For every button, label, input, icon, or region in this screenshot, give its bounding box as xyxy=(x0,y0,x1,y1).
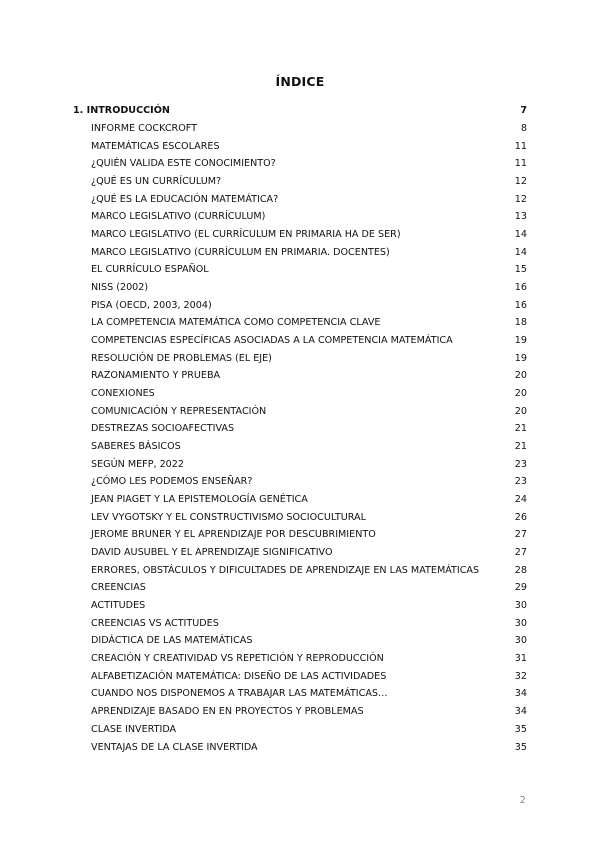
toc-entry-label: EL CURRÍCULO ESPAÑOL xyxy=(91,264,209,276)
toc-entry-label: CREACIÓN Y CREATIVIDAD VS REPETICIÓN Y REPRODUCCIÓN xyxy=(91,653,384,665)
toc-entry-label: ¿QUÉ ES UN CURRÍCULUM? xyxy=(91,176,222,187)
toc-entry-page: 34 xyxy=(514,688,527,700)
toc-entry-label: SABERES BÁSICOS xyxy=(91,441,181,453)
toc-entry-label: MARCO LEGISLATIVO (CURRÍCULUM EN PRIMARIA. DOCENTES) xyxy=(91,246,390,258)
toc-entry[interactable] xyxy=(91,174,527,190)
toc-entry-label: LA COMPETENCIA MATEMÁTICA COMO COMPETENCIA CLAVE xyxy=(91,317,381,329)
toc-entry-label: CREENCIAS VS ACTITUDES xyxy=(91,617,219,629)
toc-entry[interactable] xyxy=(91,333,527,349)
toc-entry-page: 21 xyxy=(514,441,527,453)
toc-entry[interactable] xyxy=(91,298,527,314)
toc-entry-page: 35 xyxy=(514,723,527,735)
toc-entry-page: 20 xyxy=(514,370,527,382)
toc-entry-page: 35 xyxy=(514,741,527,753)
toc-entry[interactable] xyxy=(91,669,527,685)
toc-entry-page: 16 xyxy=(514,282,527,293)
toc-entry-page: 31 xyxy=(514,653,527,665)
toc-entry-page: 32 xyxy=(514,670,527,682)
toc-entry-label: ACTITUDES xyxy=(91,600,146,612)
toc-entry-label: JEAN PIAGET Y LA EPISTEMOLOGÍA GENÉTICA xyxy=(91,494,308,506)
toc-entry-label: ALFABETIZACIÓN MATEMÁTICA: DISEÑO DE LAS ACTIVIDADES xyxy=(91,670,387,682)
toc-entry[interactable] xyxy=(91,633,527,649)
toc-entry-page: 23 xyxy=(514,458,527,470)
toc-entry-page: 30 xyxy=(514,635,527,647)
toc-entry-page: 23 xyxy=(514,476,527,488)
toc-entry[interactable] xyxy=(91,156,527,172)
toc-entry-label: ¿CÓMO LES PODEMOS ENSEÑAR? xyxy=(91,476,253,488)
toc-entry-page: 14 xyxy=(514,229,527,240)
toc-entry[interactable] xyxy=(91,492,527,508)
toc-entry-page: 20 xyxy=(514,405,527,417)
toc-entry-label: DAVID AUSUBEL Y EL APRENDIZAJE SIGNIFICATIVO xyxy=(91,547,333,559)
page-number: 2 xyxy=(519,795,526,806)
toc-entry-label: CUANDO NOS DISPONEMOS A TRABAJAR LAS MATEMÁTICAS… xyxy=(91,688,388,700)
toc-entry[interactable] xyxy=(91,740,527,756)
toc-entry[interactable] xyxy=(91,580,527,596)
toc-entry-label: APRENDIZAJE BASADO EN EN PROYECTOS Y PROBLEMAS xyxy=(91,706,364,718)
toc-entry[interactable] xyxy=(91,262,527,278)
toc-entry-label: JEROME BRUNER Y EL APRENDIZAJE POR DESCUBRIMIENTO xyxy=(91,529,376,541)
toc-entry-page: 21 xyxy=(514,423,527,435)
toc-entry[interactable] xyxy=(91,527,527,543)
toc-entry[interactable] xyxy=(91,280,527,296)
toc-entry-label: ERRORES, OBSTÁCULOS Y DIFICULTADES DE APRENDIZAJE EN LAS MATEMÁTICAS xyxy=(91,564,480,576)
toc-entry-page: 19 xyxy=(514,335,527,346)
toc-entry[interactable] xyxy=(91,245,527,261)
toc-entry-page: 13 xyxy=(514,211,527,223)
toc-entry-label: CONEXIONES xyxy=(91,388,155,400)
toc-entry-page: 8 xyxy=(520,123,527,134)
toc-entry-label: RAZONAMIENTO Y PRUEBA xyxy=(91,370,221,382)
toc-entry-page: 16 xyxy=(514,299,527,311)
toc-entry-label: PISA (OECD, 2003, 2004) xyxy=(91,299,212,311)
toc-chapter[interactable] xyxy=(73,103,527,119)
toc-entry-label: COMPETENCIAS ESPECÍFICAS ASOCIADAS A LA COMPETENCIA MATEMÁTICA xyxy=(91,335,453,346)
toc-entry[interactable] xyxy=(91,704,527,720)
toc-entry-label: DESTREZAS SOCIOAFECTIVAS xyxy=(91,423,235,435)
toc-entry-page: 30 xyxy=(514,600,527,612)
toc-entry-label: MARCO LEGISLATIVO (CURRÍCULUM) xyxy=(91,211,266,223)
toc-entry[interactable] xyxy=(91,121,527,137)
toc-entry-label: CREENCIAS xyxy=(91,582,146,594)
toc-entry[interactable] xyxy=(91,651,527,667)
toc-entry[interactable] xyxy=(91,209,527,225)
toc-entry-label: MATEMÁTICAS ESCOLARES xyxy=(91,140,220,152)
toc-entry[interactable] xyxy=(91,351,527,367)
toc-entry-page: 11 xyxy=(514,140,527,152)
toc-entry[interactable] xyxy=(91,386,527,402)
toc-entry-label: ¿QUÉ ES LA EDUCACIÓN MATEMÁTICA? xyxy=(91,193,279,205)
toc-entry-page: 12 xyxy=(514,193,527,205)
toc-entry-page: 29 xyxy=(514,582,527,594)
toc-entry-page: 27 xyxy=(514,547,527,559)
toc-entry-label: DIDÁCTICA DE LAS MATEMÁTICAS xyxy=(91,635,253,647)
page-title: ÍNDICE xyxy=(275,74,325,89)
toc-entry[interactable] xyxy=(91,192,527,208)
toc-entry-page: 34 xyxy=(514,706,527,718)
toc-entry-label: LEV VYGOTSKY Y EL CONSTRUCTIVISMO SOCIOCULTURAL xyxy=(91,511,366,523)
toc-entry[interactable] xyxy=(91,457,527,473)
toc-entry[interactable] xyxy=(91,315,527,331)
toc-entry-label: NISS (2002) xyxy=(91,282,149,293)
toc-entry[interactable] xyxy=(91,686,527,702)
toc-entry[interactable] xyxy=(91,563,527,579)
toc-entry[interactable] xyxy=(91,227,527,243)
toc-entry[interactable] xyxy=(91,421,527,437)
toc-entry-page: 24 xyxy=(514,494,527,506)
toc-entry-page: 19 xyxy=(514,352,527,364)
toc-entry-page: 18 xyxy=(514,317,527,329)
toc-entry-label: COMUNICACIÓN Y REPRESENTACIÓN xyxy=(91,405,267,417)
toc-entry-page: 11 xyxy=(514,158,527,170)
toc-entry-label: MARCO LEGISLATIVO (EL CURRÍCULUM EN PRIMARIA HA DE SER) xyxy=(91,229,401,240)
toc-entry-label: ¿QUIÉN VALIDA ESTE CONOCIMIENTO? xyxy=(91,158,276,170)
toc-entry-page: 15 xyxy=(514,264,527,276)
toc-entry[interactable] xyxy=(91,616,527,632)
toc-entry-page: 12 xyxy=(514,176,527,187)
toc-entry-page: 20 xyxy=(514,388,527,400)
toc-entry-page: 30 xyxy=(514,617,527,629)
toc-entry[interactable] xyxy=(91,139,527,155)
toc-entry-page: 14 xyxy=(514,246,527,258)
toc-entry[interactable] xyxy=(91,598,527,614)
toc-chapter-label: 1. INTRODUCCIÓN xyxy=(73,105,170,116)
toc-entry[interactable] xyxy=(91,474,527,490)
toc-entry-page: 27 xyxy=(514,529,527,541)
toc-entry[interactable] xyxy=(91,722,527,738)
toc-entry-label: RESOLUCIÓN DE PROBLEMAS (EL EJE) xyxy=(91,352,272,364)
toc-entry-label: SEGÚN MEFP, 2022 xyxy=(91,458,184,470)
toc-entry[interactable] xyxy=(91,404,527,420)
toc-entry-page: 26 xyxy=(514,511,527,523)
toc-entry[interactable] xyxy=(91,545,527,561)
toc-chapter-page: 7 xyxy=(520,105,527,116)
toc-entry-page: 28 xyxy=(514,564,527,576)
toc-entry-label: INFORME COCKCROFT xyxy=(91,123,197,134)
toc-entry-label: VENTAJAS DE LA CLASE INVERTIDA xyxy=(91,741,258,753)
toc-entry-label: CLASE INVERTIDA xyxy=(91,723,177,735)
toc-entry[interactable] xyxy=(91,510,527,526)
toc-entry[interactable] xyxy=(91,368,527,384)
toc-entry[interactable] xyxy=(91,439,527,455)
